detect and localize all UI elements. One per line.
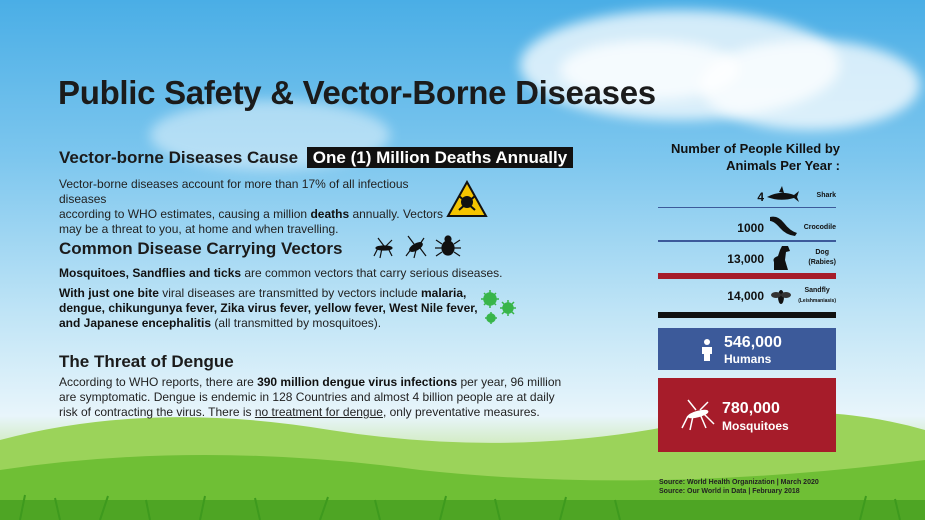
source-line: Source: Our World in Data | February 2018: [659, 488, 800, 495]
divider-black: [658, 312, 836, 318]
section2-heading: Common Disease Carrying Vectors: [59, 239, 343, 258]
section1-heading: [59, 148, 573, 168]
humans-count: 546,000: [724, 334, 782, 351]
section3-heading: The Threat of Dengue: [59, 352, 234, 371]
text: risk of contracting the virus. There is: [59, 405, 255, 419]
virus-icon: [478, 288, 520, 326]
dog-icon: [770, 244, 792, 272]
text-bold: deaths: [310, 207, 350, 221]
text-bold: and Japanese encephalitis: [59, 316, 212, 330]
sandfly-icon: [770, 285, 792, 307]
animal-label: [798, 286, 836, 306]
section2-paragraph1: [59, 266, 529, 281]
text: according to WHO estimates, causing a million: [59, 207, 311, 221]
divider: [658, 207, 836, 208]
mosquito-icon: [678, 398, 718, 432]
death-count: 13,000: [727, 252, 764, 266]
cloud: [700, 40, 920, 130]
animal-row-sandfly: [658, 279, 836, 315]
text: , only preventative measures.: [382, 405, 540, 419]
animal-label: [808, 248, 836, 268]
text: per year, 96 million: [457, 375, 562, 389]
text: may be a threat to you, at home and when travelling.: [59, 222, 339, 236]
person-icon: [700, 339, 714, 361]
text: According to WHO reports, there are: [59, 375, 258, 389]
text: viral diseases are transmitted by vectors include: [158, 286, 422, 300]
humans-box: [658, 328, 836, 370]
animal-label-name: Dog: [815, 249, 829, 256]
section2-paragraph2: [59, 286, 489, 331]
text: are symptomatic. Dengue is endemic in 128 Countries and almost 4 billion people are at daily: [59, 390, 555, 404]
text: annually. Vectors: [349, 207, 443, 221]
shark-icon: [766, 186, 800, 204]
text-bold: malaria,: [421, 286, 467, 300]
animal-label-disease: (Rabies): [808, 259, 836, 266]
text-bold: With just one bite: [59, 286, 159, 300]
section1-heading-highlight: One (1) Million Deaths Annually: [307, 147, 573, 168]
mosquitoes-box: [658, 378, 836, 452]
text: are common vectors that carry serious diseases.: [241, 266, 503, 280]
title-line: Number of People Killed by: [670, 141, 840, 156]
death-count: 14,000: [727, 289, 764, 303]
source-line: Source: World Health Organization | March 2020: [659, 479, 819, 486]
text-bold: dengue, chikungunya fever, Zika virus fever, yellow fever, West Nile fever,: [59, 301, 478, 315]
vector-insects-icon: [372, 234, 464, 260]
section1-paragraph: [59, 177, 459, 237]
animal-label-name: Sandfly: [804, 287, 830, 294]
title-line: Animals Per Year :: [726, 158, 840, 173]
humans-label: Humans: [724, 352, 772, 366]
section1-heading-prefix: Vector-borne Diseases Cause: [59, 148, 299, 167]
text-underlined: no treatment for dengue: [254, 405, 383, 419]
biohazard-warning-icon: [446, 180, 488, 218]
text-bold: Mosquitoes, Sandflies and ticks: [59, 266, 242, 280]
text: (all transmitted by mosquitoes).: [211, 316, 382, 330]
death-count: 1000: [737, 221, 764, 235]
death-count: 4: [757, 190, 764, 204]
page-title: Public Safety & Vector-Borne Diseases: [58, 74, 656, 111]
killed-by-animals-title: [650, 140, 840, 174]
animal-label: Shark: [816, 192, 836, 199]
mosquitoes-label: Mosquitoes: [722, 419, 789, 433]
animal-label: Crocodile: [803, 224, 836, 231]
text: Vector-borne diseases account for more than 17% of all infectious diseases: [59, 177, 409, 206]
crocodile-icon: [768, 213, 798, 239]
mosquitoes-count: 780,000: [722, 400, 780, 417]
animal-label-disease: (Leishmaniasis): [798, 298, 836, 304]
section3-paragraph: [59, 375, 579, 420]
text-bold: 390 million dengue virus infections: [257, 375, 458, 389]
